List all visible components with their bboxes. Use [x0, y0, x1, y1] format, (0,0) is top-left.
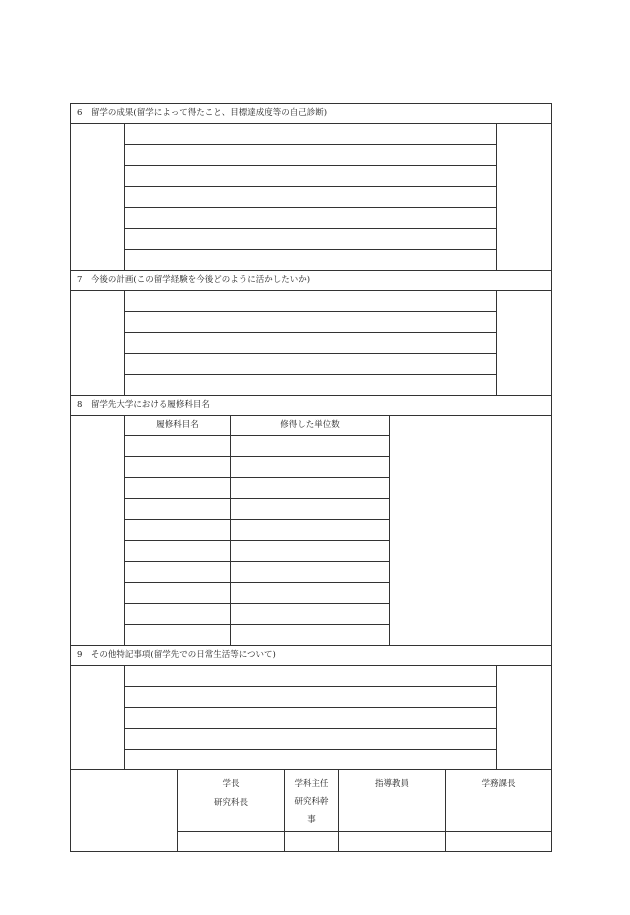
- course-row: [125, 582, 389, 603]
- dean-label: 研究科長: [213, 798, 248, 808]
- writing-line[interactable]: [125, 353, 496, 374]
- advisor-seal-box[interactable]: [339, 831, 445, 851]
- course-name-cell[interactable]: [125, 520, 231, 540]
- course-row: [125, 477, 389, 498]
- credits-header: 修得した単位数: [280, 420, 340, 430]
- writing-line[interactable]: [125, 707, 496, 728]
- course-row: [125, 540, 389, 561]
- section-9-title: 9 その他特記事項(留学先での日常生活等について): [71, 645, 551, 665]
- course-name-cell[interactable]: [125, 604, 231, 624]
- course-name-cell[interactable]: [125, 625, 231, 645]
- course-name-header: 履修科目名: [125, 416, 231, 435]
- approval-blank: [71, 770, 177, 851]
- section-8-body: [71, 415, 551, 645]
- credits-cell[interactable]: [231, 499, 389, 519]
- credits-cell[interactable]: [231, 625, 389, 645]
- writing-line[interactable]: [125, 249, 496, 270]
- credits-cell[interactable]: [231, 583, 389, 603]
- section-7-title: 7 今後の計画(この留学経験を今後どのように活かしたいか): [71, 270, 551, 290]
- writing-line[interactable]: [125, 144, 496, 165]
- writing-line[interactable]: [125, 374, 496, 395]
- credits-cell[interactable]: [231, 604, 389, 624]
- report-form: [70, 103, 552, 852]
- course-row: [125, 603, 389, 624]
- approval-chair-label: [285, 770, 338, 831]
- credits-cell[interactable]: [231, 541, 389, 561]
- course-row: [125, 498, 389, 519]
- course-name-cell[interactable]: [125, 562, 231, 582]
- credits-cell[interactable]: [231, 457, 389, 477]
- president-label: 学長: [222, 779, 240, 789]
- affairs-manager-label: 学務課長: [481, 779, 516, 789]
- approval-affairs: [445, 770, 551, 851]
- credits-cell[interactable]: [231, 478, 389, 498]
- course-table: [124, 415, 390, 646]
- writing-line[interactable]: [125, 290, 496, 311]
- writing-line[interactable]: [125, 665, 496, 686]
- affairs-seal-box[interactable]: [446, 831, 551, 851]
- approval-president-label: [178, 770, 284, 831]
- approval-table: [71, 769, 551, 851]
- credits-cell[interactable]: [231, 436, 389, 456]
- section-6-lines: [124, 123, 497, 270]
- writing-line[interactable]: [125, 228, 496, 249]
- approval-advisor: [338, 770, 445, 851]
- section-9-lines: [124, 665, 497, 770]
- writing-line[interactable]: [125, 165, 496, 186]
- section-7-lines: [124, 290, 497, 395]
- section-6-title: 6 留学の成果(留学によって得たこと、目標達成度等の自己診断): [71, 103, 551, 123]
- chair-seal-box[interactable]: [285, 831, 338, 851]
- credits-cell[interactable]: [231, 520, 389, 540]
- blank-cell: [71, 831, 177, 851]
- writing-line[interactable]: [125, 749, 496, 770]
- course-name-cell[interactable]: [125, 436, 231, 456]
- course-name-cell[interactable]: [125, 583, 231, 603]
- writing-line[interactable]: [125, 186, 496, 207]
- blank-cell: [71, 770, 177, 831]
- grad-secretary-label: 研究科幹: [294, 797, 329, 807]
- course-name-cell[interactable]: [125, 499, 231, 519]
- course-row: [125, 645, 389, 646]
- course-row: [125, 561, 389, 582]
- course-name-cell[interactable]: [125, 457, 231, 477]
- advisor-label: 指導教員: [374, 779, 409, 789]
- writing-line[interactable]: [125, 123, 496, 144]
- writing-line[interactable]: [125, 207, 496, 228]
- course-row: [125, 624, 389, 645]
- approval-president: [177, 770, 284, 851]
- grad-secretary-label-cont: 事: [307, 815, 316, 825]
- writing-line[interactable]: [125, 686, 496, 707]
- course-row: [125, 435, 389, 456]
- course-row: [125, 456, 389, 477]
- section-9-body: [71, 665, 551, 769]
- course-table-header: [125, 415, 389, 435]
- president-seal-box[interactable]: [178, 831, 284, 851]
- approval-chair: [284, 770, 338, 851]
- dept-chair-label: 学科主任: [294, 779, 329, 789]
- section-6-body: [71, 123, 551, 270]
- course-name-cell[interactable]: [125, 541, 231, 561]
- writing-line[interactable]: [125, 332, 496, 353]
- course-name-cell[interactable]: [125, 478, 231, 498]
- writing-line[interactable]: [125, 311, 496, 332]
- section-8-title: 8 留学先大学における履修科目名: [71, 395, 551, 415]
- course-row: [125, 519, 389, 540]
- credits-cell[interactable]: [231, 562, 389, 582]
- writing-line[interactable]: [125, 728, 496, 749]
- section-7-body: [71, 290, 551, 395]
